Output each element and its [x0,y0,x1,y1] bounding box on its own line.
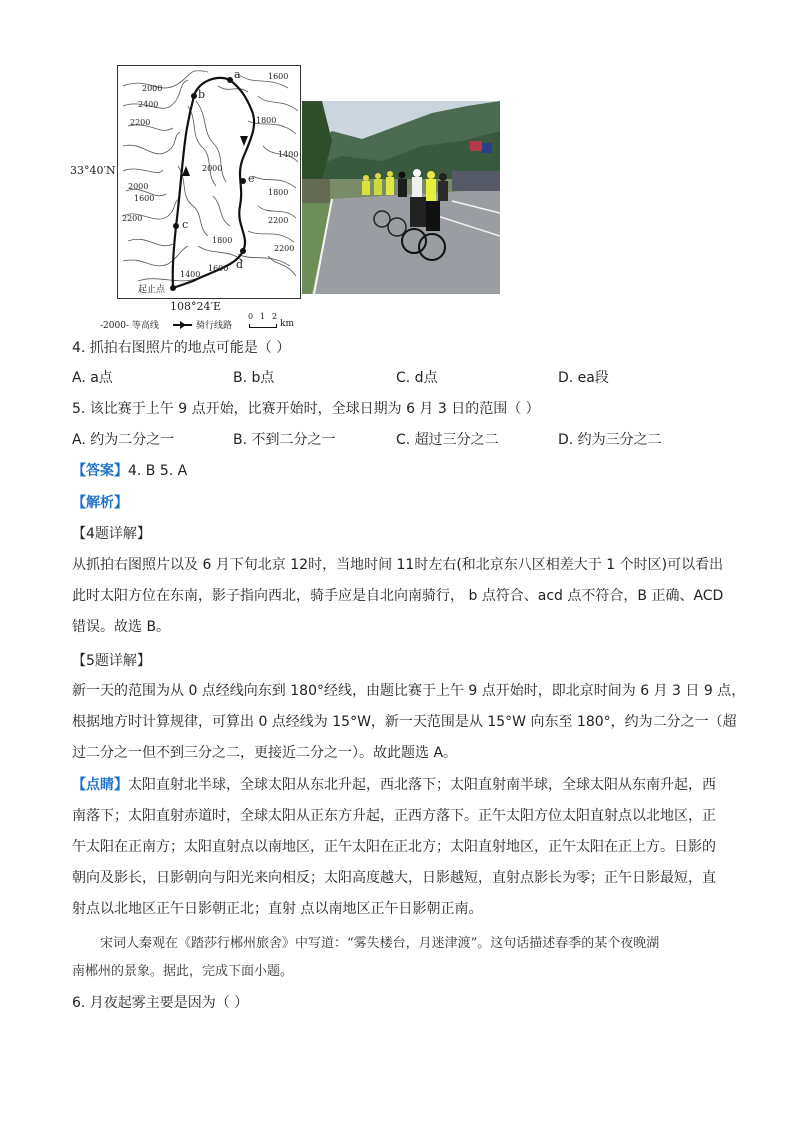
answer-text: 4. B 5. A [128,463,188,479]
q5-detail-line: 过二分之一但不到三分之二，更接近二分之一）。故此题选 A。 [72,745,458,761]
passage-line: 宋词人秦观在《踏莎行郴州旅舍》中写道：“雾失楼台，月迷津渡”。这句话描述春季的某个夜晚湖 [100,936,660,951]
q4-option-b[interactable]: B. b点 [233,370,275,386]
tip-label: 【点睛】 [72,777,128,793]
contour-label: 1800 [212,236,233,245]
contour-label: 2000 [142,84,163,93]
contour-label: 2200 [122,214,143,223]
contour-label: 1600 [208,264,229,273]
contour-label: 2000 [128,182,149,191]
q5-detail-body [72,676,746,769]
longitude-label: 108°24′E [170,300,222,313]
contour-label: 1400 [278,150,299,159]
contour-label: 1600 [134,194,155,203]
q5-option-d[interactable]: D. 约为三分之二 [558,432,662,448]
q4-detail-line: 此时太阳方位在东南，影子指向西北，骑手应是自北向南骑行， b 点符合、acd 点不符合，B 正确、ACD [72,588,724,604]
q4-detail-line: 从抓拍右图照片以及 6 月下旬北京 12时，当地时间 11时左右(和北京东八区相差大于 1 个时区)可以看出 [72,557,724,573]
tip-line: 午太阳在正南方；太阳直射点以南地区，正午太阳在正北方；太阳直射地区，正午太阳在正上方。日影的 [72,839,716,855]
legend-route: 骑行线路 [196,321,233,331]
q4-option-a[interactable]: A. a点 [72,370,113,386]
contour-label: 2400 [138,100,159,109]
start-end-label: 起止点 [138,285,166,295]
q4-detail-body [72,550,722,643]
contour-label: 1800 [256,116,277,125]
figure-area [70,60,510,335]
contour-label: 2200 [130,118,151,127]
analysis-label: 【解析】 [72,495,128,511]
map-legend [100,312,340,334]
latitude-label: 33°40′N [70,164,116,177]
contour-label: 2000 [202,164,223,173]
tip-line: 南落下；太阳直射赤道时，全球太阳从正东方升起，正西方落下。正午太阳方位太阳直射点以北地区，正 [72,808,716,824]
tip-body [72,770,722,925]
q4-option-d[interactable]: D. ea段 [558,370,609,386]
tip-line: 射点以北地区正午日影朝正北；直射 点以南地区正午日影朝正南。 [72,901,483,917]
contour-label: 1800 [268,188,289,197]
tip-line: 太阳直射北半球，全球太阳从东北升起，西北落下；太阳直射南半球，全球太阳从东南升起，西 [128,777,716,793]
point-label-b: b [198,88,206,101]
q5-detail-line: 根据地方时计算规律，可算出 0 点经线为 15°W，新一天范围是从 15°W 向东至 180°，约为二分之一（超 [72,714,737,730]
q5-stem: 5. 该比赛于上午 9 点开始，比赛开始时，全球日期为 6 月 3 日的范围（ ） [72,401,540,417]
scale-bar: 0 1 2 km [248,312,294,329]
cycling-photo [302,101,500,294]
contour-label: 2200 [268,216,289,225]
q5-detail-label: 【5题详解】 [72,653,151,669]
answer-row [72,461,187,481]
q5-option-a[interactable]: A. 约为二分之一 [72,432,175,448]
contour-map [117,65,301,299]
legend-contour: -2000- 等高线 [100,321,159,331]
q5-option-c[interactable]: C. 超过三分之二 [396,432,499,448]
point-label-d: d [236,258,244,271]
point-label-c: c [182,218,189,231]
tip-line: 朝向及影长，日影朝向与阳光来向相反；太阳高度越大，日影越短，直射点影长为零；正午日影最短，直 [72,870,716,886]
cycling-photo-svg [302,101,500,294]
q5-detail-line: 新一天的范围为从 0 点经线向东到 180°经线，由题比赛于上午 9 点开始时，即北京时间为 6 月 3 日 9 点， [72,683,746,699]
contour-label: 2200 [274,244,295,253]
q6-stem: 6. 月夜起雾主要是因为（ ） [72,995,249,1011]
contour-label: 1400 [180,270,201,279]
q4-stem: 4. 抓拍右图照片的地点可能是（ ） [72,340,291,356]
contour-label: 1600 [268,72,289,81]
passage-line: 南郴州的景象。据此，完成下面小题。 [72,964,294,979]
scale-unit: km [280,319,294,329]
route-arrow-icon [172,320,194,330]
q4-detail-label: 【4题详解】 [72,526,151,542]
q4-option-c[interactable]: C. d点 [396,370,438,386]
point-label-e: e [248,172,255,185]
q4-detail-line: 错误。故选 B。 [72,619,171,635]
point-label-a: a [234,68,241,81]
answer-label: 【答案】 [72,463,128,479]
q5-option-b[interactable]: B. 不到二分之一 [233,432,336,448]
